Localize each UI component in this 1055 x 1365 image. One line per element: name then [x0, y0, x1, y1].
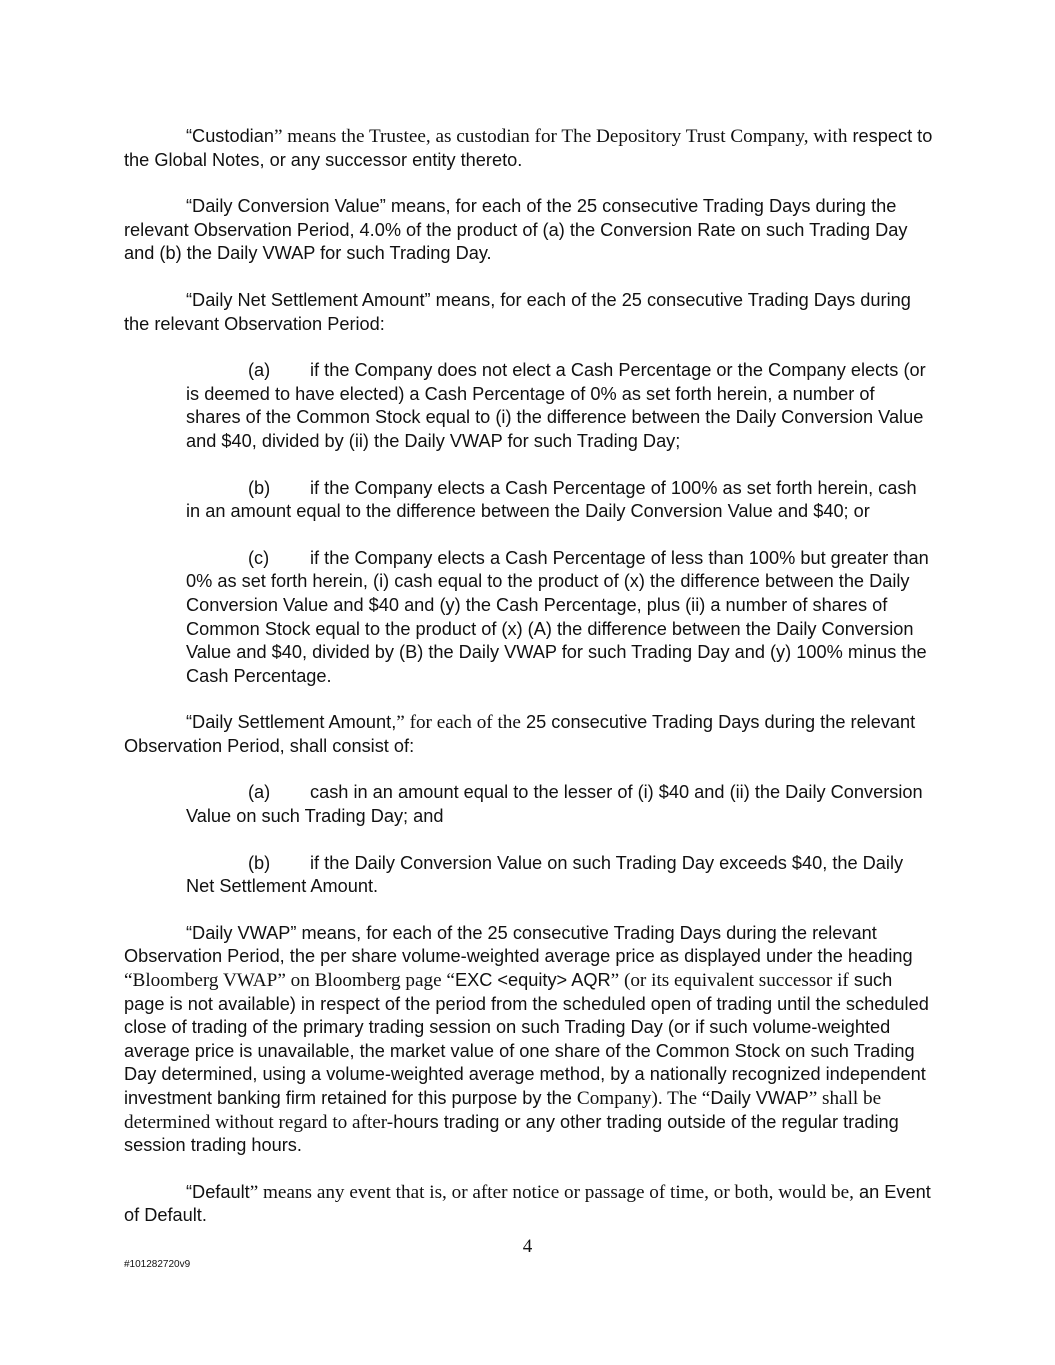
paragraph-daily-settlement-amount [124, 711, 934, 758]
item-text: if the Company elects a Cash Percentage of less than 100% but greater than 0% as set forth herein, (i) cash equal to the product of (x) the difference between the Daily Conversion Value and $40 and (y) the Cash Percentage, plus (ii) a number of shares of Common Stock equal to the product of (x) (A) the difference between the Daily Conversion Value and $40, divided by (B) the Daily VWAP for such Trading Day and (y) 100% minus the Cash Percentage. [186, 547, 929, 686]
vwap-serif-3: Company). The “ [576, 1088, 711, 1109]
item-text: if the Daily Conversion Value on such Trading Day exceeds $40, the Daily Net Settlement Amount. [186, 852, 904, 897]
paragraph-daily-conversion-value: “Daily Conversion Value” means, for each of the 25 consecutive Trading Days during the relevant Observation Period, 4.0% of the product of (a) the Conversion Rate on such Trading Day and (b) the Daily VWAP for such Trading Day. [124, 196, 908, 264]
item-marker: (a) [248, 782, 271, 803]
vwap-serif-4: ” shall be determined without regard to after- [124, 1088, 882, 1133]
paragraph-custodian [124, 125, 934, 172]
item-text: if the Company does not elect a Cash Percentage or the Company elects (or is deemed to have elected) a Cash Percentage of 0% as set forth herein, a number of shares of the Common Stock equal to (i) the difference between the Daily Conversion Value and $40, divided by (ii) the Daily VWAP for such Trading Day; [186, 360, 926, 451]
vwap-serif-2: ” (or its equivalent successor if [610, 970, 849, 992]
item-marker: (a) [248, 360, 271, 381]
document-page [124, 125, 934, 1251]
daily-settlement-text-serif: ” for each of the [396, 712, 521, 734]
term-daily-settlement-amount: “Daily Settlement Amount, [186, 712, 397, 733]
paragraph-daily-net-settlement-amount: “Daily Net Settlement Amount” means, for each of the 25 consecutive Trading Days during the relevant Observation Period: [124, 289, 911, 334]
vwap-text-4: Daily VWAP [710, 1088, 809, 1108]
net-settlement-item-c [186, 547, 934, 689]
item-marker: (b) [248, 477, 271, 498]
settlement-item-a [186, 781, 934, 828]
term-custodian: “Custodian [186, 126, 274, 146]
item-text: if the Company elects a Cash Percentage of 100% as set forth herein, cash in an amount equal to the difference between the Daily Conversion Value and $40; or [186, 477, 917, 522]
vwap-text-2: EXC <equity> AQR [454, 970, 611, 991]
paragraph-daily-vwap [124, 922, 934, 1158]
item-text: cash in an amount equal to the lesser of (i) $40 and (ii) the Daily Conversion Value on such Trading Day; and [186, 782, 923, 827]
daily-settlement-text: 25 consecutive Trading Days during the relevant Observation Period, shall consist of: [124, 712, 916, 756]
vwap-text-5: hours trading or any other trading outside of the regular trading session trading hours. [124, 1111, 899, 1156]
item-marker: (c) [248, 547, 270, 568]
custodian-text-serif: ” means the Trustee, as custodian for The Depository Trust Company, with [273, 126, 848, 147]
custodian-text: respect to the Global Notes, or any successor entity thereto. [124, 126, 933, 170]
term-default: “Default [186, 1181, 250, 1202]
page-number: 4 [522, 1236, 533, 1257]
default-text: an Event of Default. [124, 1181, 931, 1226]
settlement-item-b [186, 852, 934, 899]
net-settlement-item-a [186, 359, 934, 453]
paragraph-default [124, 1181, 934, 1228]
document-id: #101282720v9 [124, 1259, 191, 1270]
vwap-text-3: such page is not available) in respect of the period from the scheduled open of trading until the scheduled close of trading of the primary trading session on such Trading Day (or if such volume-weighted average price is unavailable, the market value of one share of the Common Stock on such Trading Day determined, using a volume-weighted average method, by a nationally recognized independent investment banking firm retained for this purpose by the [124, 970, 929, 1108]
default-text-serif: ” means any event that is, or after notice or passage of time, or both, would be, [249, 1181, 854, 1203]
vwap-serif-1: “Bloomberg VWAP” on Bloomberg page “ [124, 970, 455, 992]
vwap-text-1: “Daily VWAP” means, for each of the 25 consecutive Trading Days during the relevant Observation Period, the per share volume-weighted average price as displayed under the heading [124, 922, 913, 967]
item-marker: (b) [248, 852, 271, 873]
net-settlement-item-b [186, 477, 934, 524]
